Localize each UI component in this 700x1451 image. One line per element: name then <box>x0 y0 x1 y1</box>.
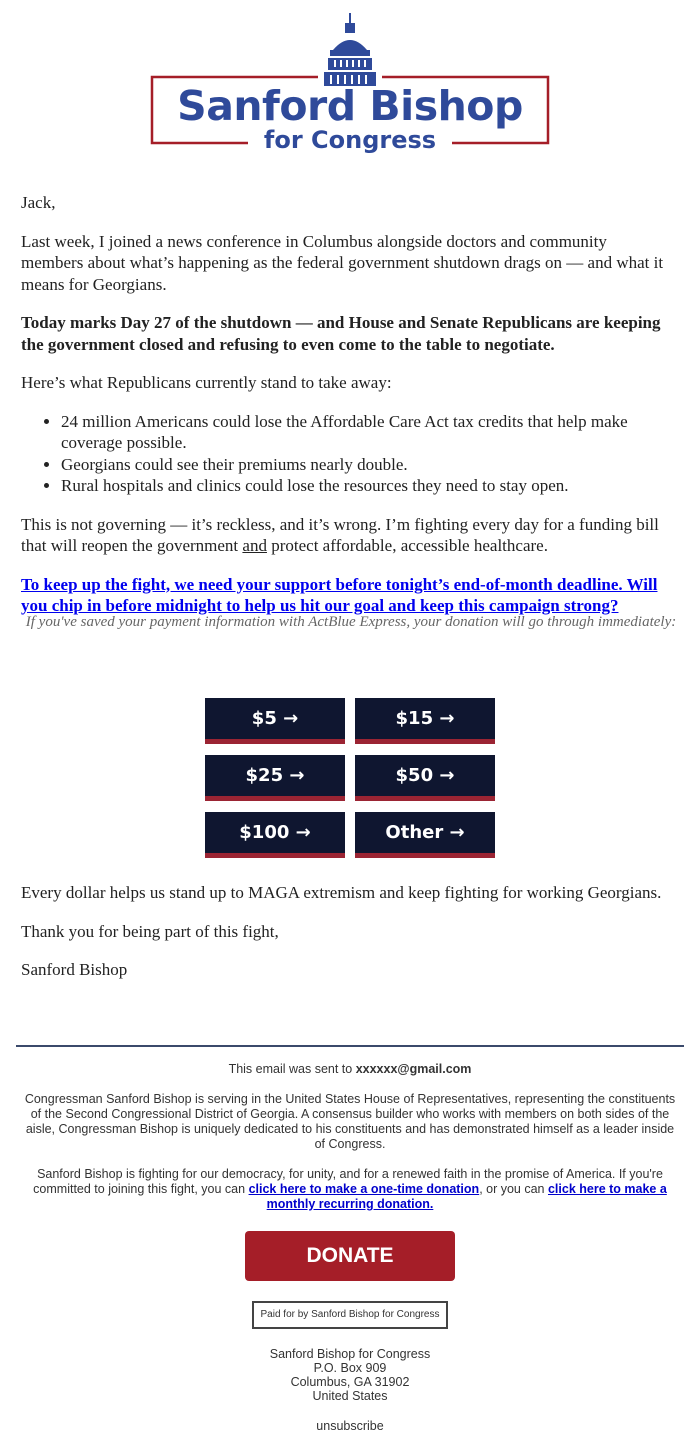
one-time-donation-link[interactable]: click here to make a one-time donation <box>248 1182 480 1196</box>
actblue-express-note: If you've saved your payment information with ActBlue Express, your donation will go through immediately: <box>25 613 677 630</box>
donate-5-button[interactable]: $5 → <box>205 698 345 744</box>
text: This is not governing — it’s reckless, and it’s wrong. I’m fighting every day for a funding bill that will reopen the government <box>21 514 659 555</box>
paragraph: Every dollar helps us stand up to MAGA extremism and keep fighting for working Georgians. <box>21 883 662 902</box>
email-body <box>21 192 677 645</box>
recipient-email: xxxxxx@gmail.com <box>355 1062 472 1076</box>
greeting: Jack, <box>21 193 56 212</box>
unsubscribe-link[interactable]: unsubscribe <box>316 1419 384 1433</box>
address-line: Columbus, GA 31902 <box>290 1375 410 1389</box>
donate-25-button[interactable]: $25 → <box>205 755 345 801</box>
list-item: • Rural hospitals and clinics could lose the resources they need to stay open. <box>61 475 671 497</box>
bold-paragraph: Today marks Day 27 of the shutdown — and House and Senate Republicans are keeping the government closed and refusing to even come to the table to negotiate. <box>21 313 661 354</box>
text: , or you can <box>479 1182 548 1196</box>
sent-to <box>20 1062 680 1077</box>
donate-50-button[interactable]: $50 → <box>355 755 495 801</box>
logo-subtitle: for Congress <box>263 126 437 154</box>
donate-15-button[interactable]: $15 → <box>355 698 495 744</box>
paragraph: Here’s what Republicans currently stand to take away: <box>21 373 392 392</box>
list-item: • 24 million Americans could lose the Affordable Care Act tax credits that help make coverage possible. <box>61 411 671 454</box>
bio: Congressman Sanford Bishop is serving in the United States House of Representatives, representing the constituents of the Second Congressional District of Georgia. A consensus builder who works with members on both sides of the aisle, Congressman Bishop is uniquely dedicated to his constituents and has demonstrated himself as a leader inside of Congress. <box>24 1092 676 1151</box>
text: Sanford Bishop is fighting for our democracy, for unity, and for a renewed faith in the promise of America. If you're committed to joining this fight, you can <box>33 1167 663 1196</box>
address <box>20 1347 680 1403</box>
bullet-list <box>21 411 671 497</box>
campaign-logo <box>150 10 550 160</box>
list-item: • Georgians could see their premiums nearly double. <box>61 454 671 476</box>
paragraph <box>21 514 671 557</box>
footer <box>20 1062 680 1434</box>
closing <box>21 882 671 998</box>
fight-paragraph <box>20 1167 680 1212</box>
underlined-text: and <box>242 536 267 555</box>
signature: Sanford Bishop <box>21 960 128 979</box>
divider <box>16 1045 684 1047</box>
paid-for-disclaimer: Paid for by Sanford Bishop for Congress <box>252 1301 449 1329</box>
donate-button[interactable]: DONATE <box>245 1231 455 1281</box>
donate-other-button[interactable]: Other → <box>355 812 495 858</box>
monthly-donation-link[interactable]: click here to make a monthly recurring donation. <box>266 1182 667 1211</box>
address-line: Sanford Bishop for Congress <box>269 1347 431 1361</box>
donate-100-button[interactable]: $100 → <box>205 812 345 858</box>
cta-donate-link[interactable]: To keep up the fight, we need your support before tonight’s end-of-month deadline. Will you chip in before midnight to help us hit our goal and keep this campaign strong? <box>21 574 658 615</box>
paragraph: Thank you for being part of this fight, <box>21 921 279 941</box>
text: This email was sent to <box>228 1062 356 1076</box>
address-line: P.O. Box 909 <box>313 1361 387 1375</box>
logo-title: Sanford Bishop <box>177 82 523 130</box>
paragraph: Last week, I joined a news conference in Columbus alongside doctors and community members about what’s happening as the federal government shutdown drags on — and what it means for Georgians. <box>21 231 664 294</box>
address-line: United States <box>312 1389 388 1403</box>
text: protect affordable, accessible healthcare. <box>266 536 548 555</box>
